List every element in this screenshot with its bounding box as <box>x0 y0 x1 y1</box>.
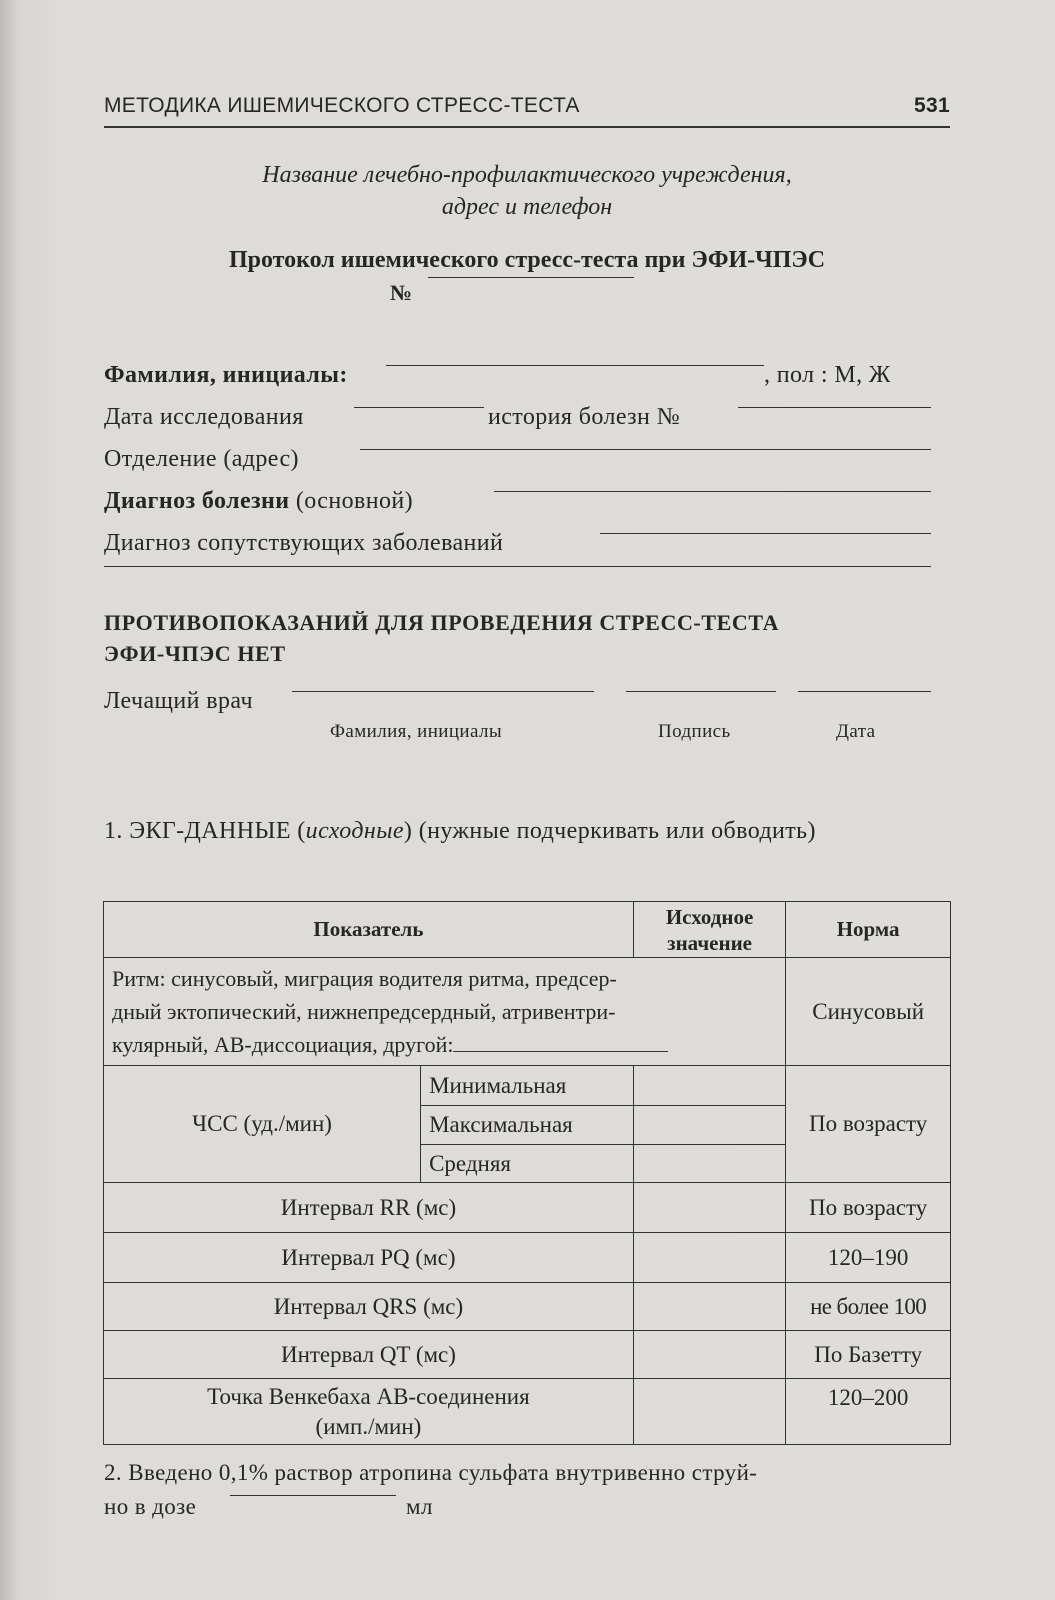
hr-norm: По возрасту <box>786 1066 951 1183</box>
patient-name-label: Фамилия, инициалы: <box>104 362 348 388</box>
table-row-wenckebach <box>104 1379 951 1445</box>
wenckebach-norm: 120–200 <box>786 1379 951 1445</box>
wenckebach-line-1: Точка Венкебаха АВ-соединения <box>207 1383 530 1409</box>
header-initial-line-1: Исходное <box>665 904 754 929</box>
hr-min-label: Минимальная <box>421 1066 634 1106</box>
hr-avg-value[interactable] <box>633 1145 785 1183</box>
hr-max-value[interactable] <box>633 1106 785 1145</box>
case-history-field[interactable] <box>738 407 931 408</box>
institution-line-1: Название лечебно-профилактического учреждения, <box>262 162 792 188</box>
doctor-date-field[interactable] <box>798 691 931 692</box>
table-header-row <box>104 902 951 958</box>
wenckebach-label <box>104 1379 634 1445</box>
table-row <box>104 1183 951 1233</box>
row-norm: не более 100 <box>786 1283 951 1331</box>
wenckebach-line-2: (имп./мин) <box>315 1413 422 1439</box>
hr-min-value[interactable] <box>633 1066 785 1106</box>
wenckebach-value[interactable] <box>633 1379 785 1445</box>
row-label: Интервал QRS (мс) <box>104 1283 634 1331</box>
table-row-hr-min <box>104 1066 951 1106</box>
section-2-line-1: 2. Введено 0,1% раствор атропина сульфата внутривенно струй- <box>104 1460 758 1485</box>
row-value[interactable] <box>633 1233 785 1283</box>
doctor-label: Лечащий врач <box>104 688 253 714</box>
row-norm: По возрасту <box>786 1183 951 1233</box>
row-label: Интервал QT (мс) <box>104 1331 634 1379</box>
hr-label: ЧСС (уд./мин) <box>104 1066 421 1183</box>
row-label: Интервал RR (мс) <box>104 1183 634 1233</box>
section-2-dose-unit: мл <box>406 1494 433 1519</box>
header-initial-line-2: значение <box>667 930 753 955</box>
row-value[interactable] <box>633 1283 785 1331</box>
doctor-signature-field[interactable] <box>626 691 776 692</box>
section-1-suffix: ) (нужные подчеркивать или обводить) <box>403 818 816 844</box>
section-1-italic: исходные <box>305 818 404 844</box>
contraindications-line-2: ЭФИ-ЧПЭС НЕТ <box>104 641 286 666</box>
department-field[interactable] <box>360 449 931 450</box>
rhythm-line-3: кулярный, АВ-диссоциация, другой: <box>112 1032 454 1057</box>
page-number: 531 <box>914 94 950 117</box>
study-date-field[interactable] <box>354 407 484 408</box>
protocol-number-label: № <box>390 280 413 305</box>
header-indicator: Показатель <box>104 902 634 958</box>
header-initial-value <box>633 902 785 958</box>
row-value[interactable] <box>633 1183 785 1233</box>
row-norm: По Базетту <box>786 1331 951 1379</box>
section-1-prefix: 1. ЭКГ-ДАННЫЕ ( <box>104 818 306 844</box>
running-head <box>104 92 950 128</box>
protocol-title: Протокол ишемического стресс-теста при ЭФИ-ЧПЭС <box>228 247 826 273</box>
comorbid-field-continuation[interactable] <box>104 566 931 567</box>
diagnosis-label-bold: Диагноз болезни <box>104 488 290 514</box>
protocol-number-field[interactable] <box>428 277 634 278</box>
ecg-table <box>103 901 951 1445</box>
rhythm-line-1: Ритм: синусовый, миграция водителя ритма, предсер- <box>112 966 617 991</box>
diagnosis-label <box>104 488 413 515</box>
doctor-date-caption: Дата <box>836 721 876 742</box>
study-date-label: Дата исследования <box>104 404 304 430</box>
header-norm: Норма <box>786 902 951 958</box>
diagnosis-field[interactable] <box>494 491 931 492</box>
doctor-name-field[interactable] <box>292 691 594 692</box>
section-2-dose-prefix: но в дозе <box>104 1494 197 1519</box>
rhythm-norm: Синусовый <box>786 958 951 1066</box>
case-history-label: история болезн № <box>488 404 680 430</box>
atropine-dose-field[interactable] <box>230 1495 396 1496</box>
hr-max-label: Максимальная <box>421 1106 634 1145</box>
row-label: Интервал PQ (мс) <box>104 1233 634 1283</box>
running-head-title: МЕТОДИКА ИШЕМИЧЕСКОГО СТРЕСС-ТЕСТА <box>104 94 580 117</box>
patient-name-field[interactable] <box>386 365 764 366</box>
rhythm-other-field[interactable] <box>453 1029 668 1052</box>
comorbid-field[interactable] <box>600 533 931 534</box>
row-value[interactable] <box>633 1331 785 1379</box>
institution-line-2: адрес и телефон <box>441 194 613 220</box>
table-row <box>104 1233 951 1283</box>
doctor-signature-caption: Подпись <box>658 721 731 742</box>
table-row <box>104 1331 951 1379</box>
contraindications-line-1: ПРОТИВОПОКАЗАНИЙ ДЛЯ ПРОВЕДЕНИЯ СТРЕСС-ТЕСТА <box>104 610 780 635</box>
diagnosis-label-rest: (основной) <box>295 488 414 514</box>
rhythm-cell <box>104 958 786 1066</box>
comorbid-label: Диагноз сопутствующих заболеваний <box>104 530 504 556</box>
patient-sex-label: , пол : М, Ж <box>764 362 891 388</box>
department-label: Отделение (адрес) <box>104 446 299 472</box>
doctor-name-caption: Фамилия, инициалы <box>330 721 503 742</box>
table-row-rhythm <box>104 958 951 1066</box>
table-row <box>104 1283 951 1331</box>
hr-avg-label: Средняя <box>421 1145 634 1183</box>
rhythm-line-2: дный эктопический, нижнепредсердный, атривентри- <box>112 999 616 1024</box>
section-1-heading <box>104 818 816 845</box>
row-norm: 120–190 <box>786 1233 951 1283</box>
